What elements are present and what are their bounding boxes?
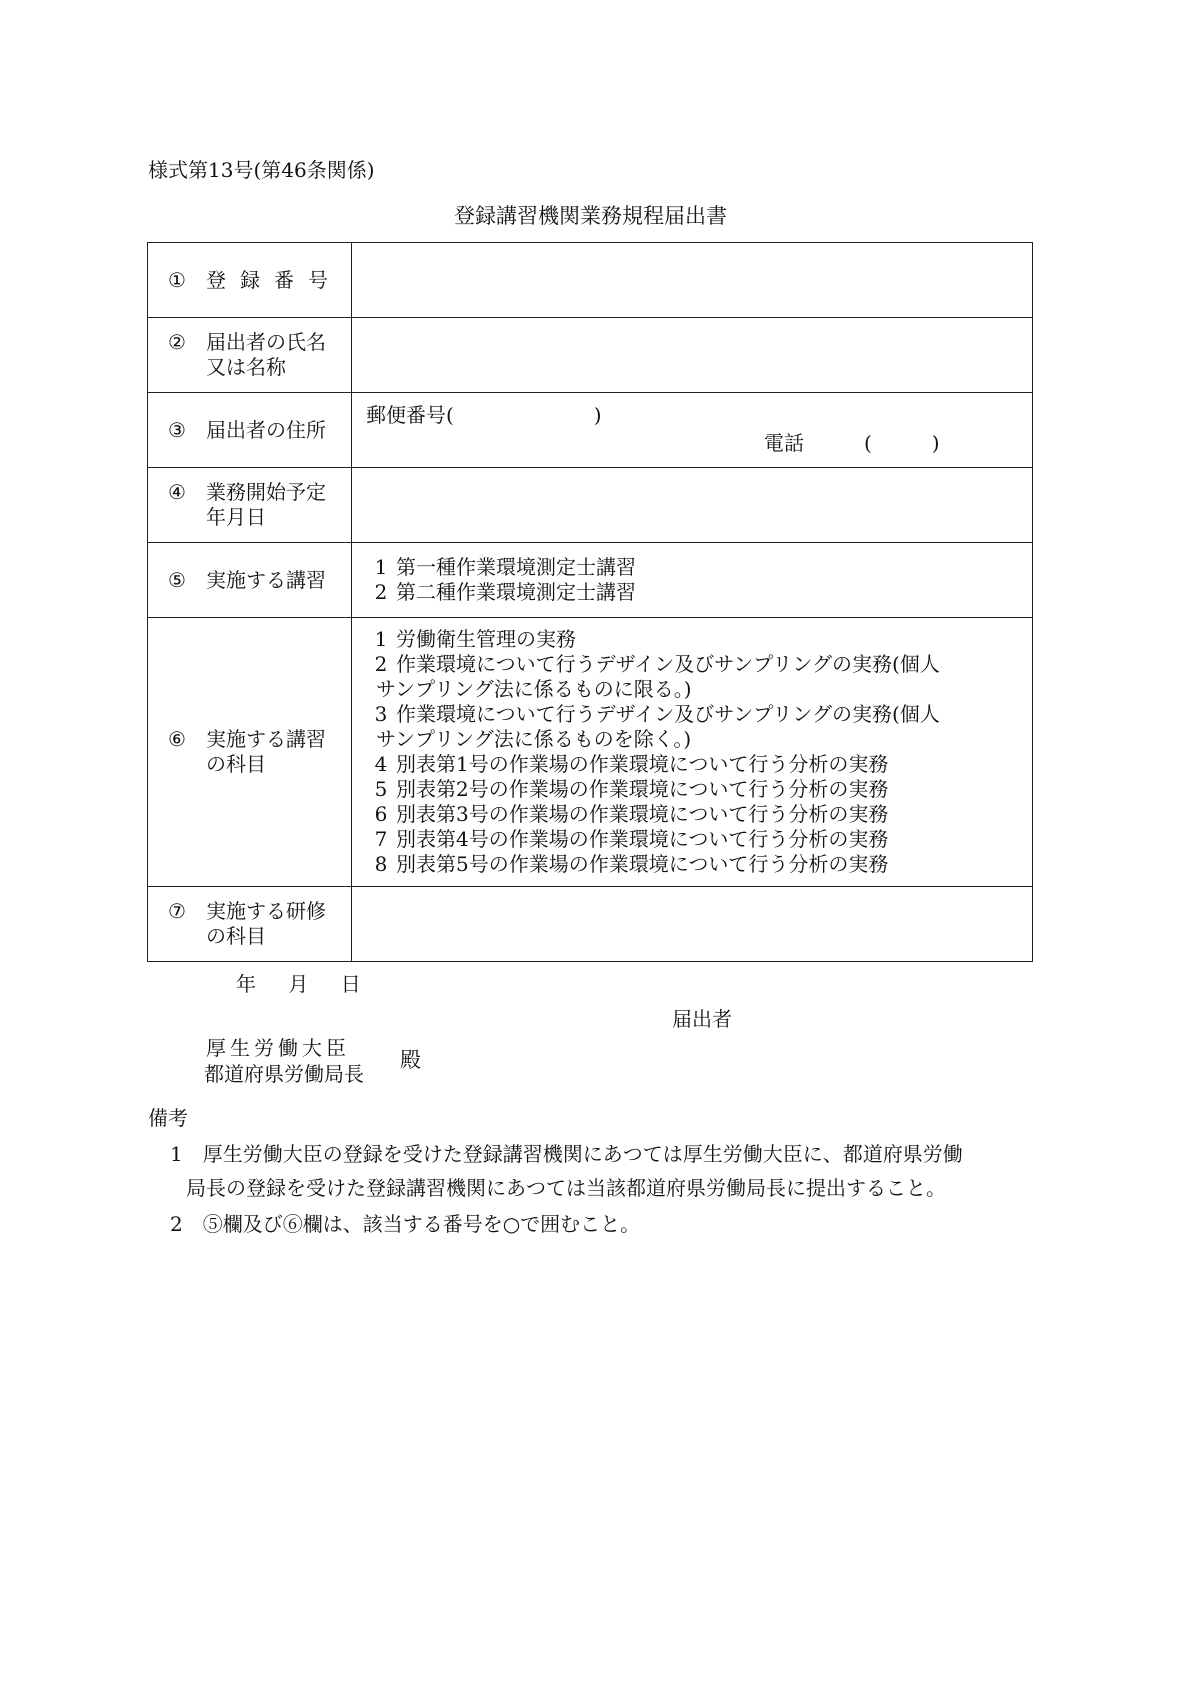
document-title: 登録講習機関業務規程届出書 <box>454 204 727 228</box>
label-line: 届出者の氏名 <box>206 330 326 354</box>
label-cell <box>148 468 352 543</box>
label-cell <box>148 318 352 393</box>
item-text: 第二種作業環境測定士講習 <box>396 580 636 604</box>
filer-name-field[interactable] <box>352 318 1033 393</box>
registration-number-label: 登録番号 <box>206 267 342 292</box>
item-number: 1 <box>374 627 388 651</box>
row-courses <box>148 543 1033 618</box>
item-text: 別表第5号の作業場の作業環境について行う分析の実務 <box>396 852 889 876</box>
start-date-field[interactable] <box>352 468 1033 543</box>
item-text: 別表第4号の作業場の作業環境について行う分析の実務 <box>396 827 889 851</box>
row-number: ④ <box>168 480 186 504</box>
label-cell <box>148 393 352 468</box>
row-training-subjects <box>148 887 1033 962</box>
phone-line: 電話 ( ) <box>764 431 940 455</box>
label-cell <box>148 887 352 962</box>
item-number: 7 <box>374 827 388 851</box>
note-2: 2 ⑤欄及び⑥欄は、該当する番号を○で囲むこと。 <box>170 1212 641 1236</box>
item-text: 別表第3号の作業場の作業環境について行う分析の実務 <box>396 802 889 826</box>
start-date-label <box>206 480 351 530</box>
row-number: ③ <box>168 417 186 442</box>
label-line: 年月日 <box>206 505 266 529</box>
label-line: の科目 <box>206 752 266 776</box>
addressee-minister: 厚生労働大臣 <box>206 1036 350 1060</box>
list-item[interactable] <box>366 852 1032 877</box>
row-number: ① <box>168 267 186 292</box>
item-text: 別表第2号の作業場の作業環境について行う分析の実務 <box>396 777 889 801</box>
course-subjects-label <box>206 727 351 777</box>
filer-address-label: 届出者の住所 <box>206 417 326 442</box>
item-number: 2 <box>374 580 388 604</box>
label-line: 又は名称 <box>206 355 286 379</box>
list-item[interactable] <box>366 777 1032 802</box>
list-item[interactable] <box>366 627 1032 652</box>
item-text: 第一種作業環境測定士講習 <box>396 555 636 579</box>
list-item[interactable] <box>366 555 1032 580</box>
list-item[interactable] <box>366 827 1032 852</box>
filer-name-label <box>206 330 351 380</box>
date-line: 年 月 日 <box>236 972 361 996</box>
item-text: 作業環境について行うデザイン及びサンプリングの実務(個人 <box>396 702 940 726</box>
label-cell <box>148 543 352 618</box>
courses-label: 実施する講習 <box>206 567 326 592</box>
row-filer-name <box>148 318 1033 393</box>
item-number: 1 <box>374 555 388 579</box>
registration-number-field[interactable] <box>352 243 1033 318</box>
postal-code-line: 郵便番号( ) <box>366 403 602 427</box>
application-form-table <box>147 242 1033 962</box>
item-text: 作業環境について行うデザイン及びサンプリングの実務(個人 <box>396 652 940 676</box>
row-filer-address <box>148 393 1033 468</box>
label-line: 業務開始予定 <box>206 480 326 504</box>
item-number: 5 <box>374 777 388 801</box>
row-number: ② <box>168 330 186 354</box>
label-line: 実施する講習 <box>206 727 326 751</box>
filer-label: 届出者 <box>672 1007 732 1031</box>
course-subjects-list <box>352 618 1033 887</box>
item-number: 8 <box>374 852 388 876</box>
label-cell <box>148 618 352 887</box>
row-number: ⑤ <box>168 567 186 592</box>
item-number: 3 <box>374 702 388 726</box>
row-registration-number <box>148 243 1033 318</box>
note-1-line-2: 局長の登録を受けた登録講習機関にあつては当該都道府県労働局長に提出すること。 <box>186 1176 946 1200</box>
training-subjects-field[interactable] <box>352 887 1033 962</box>
row-start-date <box>148 468 1033 543</box>
list-item[interactable] <box>366 802 1032 827</box>
list-item[interactable] <box>366 752 1032 777</box>
form-number: 様式第13号(第46条関係) <box>148 158 375 182</box>
row-number: ⑦ <box>168 899 186 923</box>
item-number: 6 <box>374 802 388 826</box>
label-cell <box>148 243 352 318</box>
row-number: ⑥ <box>168 727 186 751</box>
label-line: の科目 <box>206 924 266 948</box>
training-subjects-label <box>206 899 351 949</box>
addressee-bureau-chief: 都道府県労働局長 <box>204 1062 364 1086</box>
list-item[interactable] <box>366 580 1032 605</box>
courses-list <box>352 543 1033 618</box>
item-continuation: サンプリング法に係るものに限る。) <box>376 677 692 701</box>
item-continuation: サンプリング法に係るものを除く。) <box>376 727 692 751</box>
item-number: 2 <box>374 652 388 676</box>
item-text: 別表第1号の作業場の作業環境について行う分析の実務 <box>396 752 889 776</box>
list-item[interactable] <box>366 702 1032 727</box>
honorific: 殿 <box>400 1048 421 1072</box>
notes-heading: 備考 <box>148 1106 188 1130</box>
item-text: 労働衛生管理の実務 <box>396 627 576 651</box>
label-line: 実施する研修 <box>206 899 326 923</box>
row-course-subjects <box>148 618 1033 887</box>
note-1-line-1: 1 厚生労働大臣の登録を受けた登録講習機関にあつては厚生労働大臣に、都道府県労働 <box>170 1142 963 1166</box>
list-item[interactable] <box>366 652 1032 677</box>
filer-address-field[interactable] <box>352 393 1033 468</box>
item-number: 4 <box>374 752 388 776</box>
